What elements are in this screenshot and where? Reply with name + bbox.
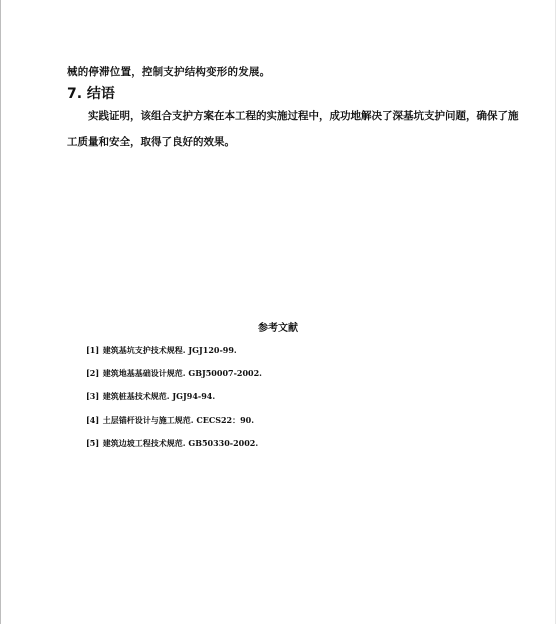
page-edge-left — [0, 0, 1, 624]
reference-number: [3] — [86, 391, 100, 401]
reference-text: 土层锚杆设计与施工规范. CECS22：90. — [102, 415, 255, 425]
reference-item — [86, 345, 237, 356]
reference-item — [86, 438, 258, 449]
conclusion-paragraph-line-1: 实践证明，该组合支护方案在本工程的实施过程中，成功地解决了深基坑支护问题，确保了施 — [88, 110, 519, 122]
reference-text: 建筑桩基技术规范. JGJ94-94. — [102, 391, 216, 401]
carryover-text: 械的停滞位置，控制支护结构变形的发展。 — [67, 66, 271, 78]
reference-text: 建筑基坑支护技术规程. JGJ120-99. — [102, 345, 237, 355]
section-heading: 7. 结语 — [67, 86, 115, 102]
reference-number: [4] — [86, 415, 100, 425]
references-title: 参考文献 — [258, 323, 298, 334]
reference-number: [1] — [86, 345, 100, 355]
reference-item — [86, 368, 262, 379]
reference-item — [86, 415, 254, 426]
reference-number: [5] — [86, 438, 100, 448]
reference-text: 建筑地基基础设计规范. GBJ50007-2002. — [102, 368, 262, 378]
conclusion-paragraph-line-2: 工质量和安全，取得了良好的效果。 — [67, 136, 235, 148]
reference-number: [2] — [86, 368, 100, 378]
reference-text: 建筑边坡工程技术规范. GB50330-2002. — [102, 438, 259, 448]
reference-item — [86, 391, 215, 402]
